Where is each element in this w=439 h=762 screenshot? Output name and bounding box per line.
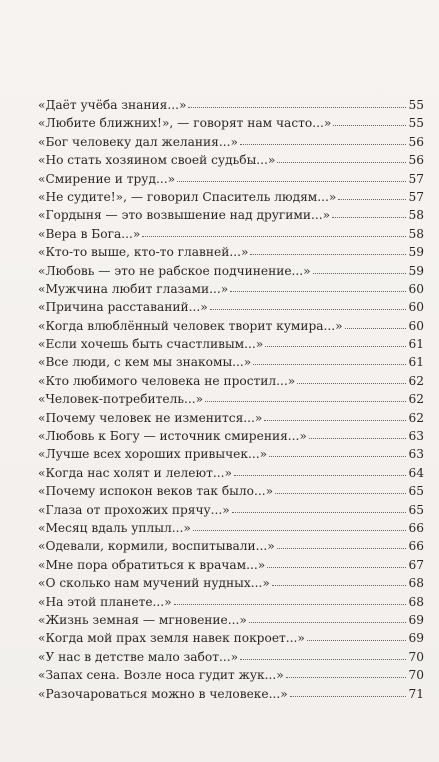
toc-entry [38, 172, 424, 190]
toc-entry-title: «Гордыня — это возвышение над другими...» [38, 208, 331, 223]
toc-entry-title: «Глаза от прохожих прячу...» [38, 502, 230, 517]
toc-entry [38, 264, 424, 282]
dot-leader [333, 125, 406, 126]
toc-entry [38, 208, 424, 226]
toc-entry-page-number: 65 [408, 484, 424, 499]
toc-entry-page-number: 66 [408, 520, 424, 535]
toc-entry-title: «Но стать хозяином своей судьбы...» [38, 153, 276, 168]
toc-entry-page-number: 57 [408, 189, 424, 204]
dot-leader [290, 696, 406, 697]
toc-entry [38, 374, 424, 392]
toc-entry [38, 429, 424, 447]
toc-entry [38, 355, 424, 373]
toc-entry [38, 300, 424, 318]
toc-entry-title: «У нас в детстве мало забот...» [38, 649, 239, 664]
dot-leader [267, 567, 406, 568]
toc-entry-title: «Человек-потребитель...» [38, 392, 204, 407]
toc-entry-title: «Кто любимого человека не простил...» [38, 373, 296, 388]
dot-leader [234, 475, 406, 476]
dot-leader [277, 548, 406, 549]
toc-entry-page-number: 60 [408, 318, 424, 333]
toc-entry-page-number: 55 [408, 116, 424, 131]
toc-entry-page-number: 69 [408, 612, 424, 627]
toc-entry-title: «Когда влюблённый человек творит кумира...» [38, 318, 343, 333]
dot-leader [264, 420, 406, 421]
toc-entry [38, 337, 424, 355]
toc-entry [38, 98, 424, 116]
dot-leader [193, 530, 406, 531]
toc-entry-page-number: 71 [408, 686, 424, 701]
toc-entry [38, 411, 424, 429]
dot-leader [205, 401, 406, 402]
dot-leader [275, 493, 406, 494]
toc-entry-page-number: 70 [408, 668, 424, 683]
toc-entry [38, 282, 424, 300]
toc-entry [38, 245, 424, 263]
toc-entry-title: «Любовь к Богу — источник смирения...» [38, 429, 307, 444]
toc-entry-page-number: 67 [408, 557, 424, 572]
dot-leader [309, 438, 406, 439]
toc-entry-title: «Когда мой прах земля навек покроет...» [38, 631, 305, 646]
toc-entry-title: «Лучше всех хороших привычек...» [38, 447, 268, 462]
toc-entry-page-number: 69 [408, 631, 424, 646]
dot-leader [286, 677, 406, 678]
toc-entry-title: «Кто-то выше, кто-то главней...» [38, 245, 249, 260]
toc-entry-title: «Почему испокон веков так было...» [38, 484, 274, 499]
toc-entry-page-number: 63 [408, 447, 424, 462]
toc-entry-title: «Запах сена. Возле носа гудит жук...» [38, 668, 284, 683]
toc-entry [38, 613, 424, 631]
toc-entry-title: «Любите ближних!», — говорят нам часто...» [38, 116, 332, 131]
dot-leader [272, 585, 406, 586]
toc-entry-title: «Мне пора обратиться к врачам...» [38, 557, 266, 572]
toc-entry-page-number: 55 [408, 98, 424, 112]
toc-entry-title: «Бог человеку дал желания...» [38, 134, 238, 149]
toc-entry [38, 484, 424, 502]
toc-entry [38, 558, 424, 576]
toc-entry [38, 503, 424, 521]
toc-entry-page-number: 60 [408, 300, 424, 315]
toc-entry-title: «Даёт учёба знания...» [38, 98, 187, 112]
toc-entry-title: «Когда нас холят и лелеют...» [38, 465, 232, 480]
toc-entry-title: «Причина расставаний...» [38, 300, 208, 315]
toc-entry-title: «Мужчина любит глазами...» [38, 281, 229, 296]
toc-entry [38, 392, 424, 410]
toc-entry-page-number: 56 [408, 134, 424, 149]
toc-entry-page-number: 68 [408, 576, 424, 591]
toc-entry [38, 227, 424, 245]
toc-entry-title: «Разочароваться можно в человеке...» [38, 686, 288, 701]
dot-leader [188, 107, 406, 108]
toc-entry-page-number: 62 [408, 392, 424, 407]
toc-entry-title: «Все люди, с кем мы знакомы...» [38, 355, 252, 370]
toc-entry-page-number: 63 [408, 429, 424, 444]
toc-entry-title: «На этой планете...» [38, 594, 172, 609]
toc-entry-page-number: 59 [408, 263, 424, 278]
toc-entry-page-number: 58 [408, 208, 424, 223]
toc-entry-page-number: 64 [408, 465, 424, 480]
dot-leader [277, 162, 406, 163]
dot-leader [269, 456, 406, 457]
toc-entry-page-number: 70 [408, 649, 424, 664]
toc-entry [38, 153, 424, 171]
toc-entry-page-number: 61 [408, 355, 424, 370]
dot-leader [345, 328, 406, 329]
toc-entry-page-number: 56 [408, 153, 424, 168]
toc-entry-page-number: 65 [408, 502, 424, 517]
toc-entry-page-number: 59 [408, 245, 424, 260]
toc-entry [38, 687, 424, 705]
dot-leader [338, 199, 406, 200]
dot-leader [240, 144, 406, 145]
toc-entry-title: «Смирение и труд...» [38, 171, 176, 186]
toc-entry-page-number: 62 [408, 410, 424, 425]
toc-entry-page-number: 62 [408, 373, 424, 388]
dot-leader [297, 383, 406, 384]
toc-entry [38, 135, 424, 153]
toc-entry [38, 319, 424, 337]
dot-leader [142, 236, 406, 237]
toc-entry [38, 539, 424, 557]
toc-entry-page-number: 66 [408, 539, 424, 554]
toc-entry-title: «Любовь — это не рабское подчинение...» [38, 263, 311, 278]
toc-entry [38, 576, 424, 594]
toc-entry-title: «Почему человек не изменится...» [38, 410, 263, 425]
dot-leader [230, 291, 406, 292]
toc-entry-title: «Жизнь земная — мгновение...» [38, 612, 247, 627]
toc-entry-title: «О сколько нам мучений нудных...» [38, 576, 270, 591]
dot-leader [177, 181, 406, 182]
toc-entry [38, 650, 424, 668]
toc-entry [38, 595, 424, 613]
dot-leader [332, 217, 406, 218]
toc-entry-title: «Месяц вдаль уплыл...» [38, 520, 191, 535]
toc-entry-page-number: 60 [408, 281, 424, 296]
toc-entry-title: «Вера в Бога...» [38, 226, 141, 241]
toc-entry-title: «Одевали, кормили, воспитывали...» [38, 539, 275, 554]
toc-entry-title: «Не судите!», — говорил Спаситель людям...» [38, 189, 337, 204]
dot-leader [232, 512, 406, 513]
toc-entry-page-number: 57 [408, 171, 424, 186]
toc-entry [38, 631, 424, 649]
dot-leader [210, 309, 406, 310]
dot-leader [265, 346, 406, 347]
toc-entry [38, 190, 424, 208]
dot-leader [307, 640, 406, 641]
toc-entry-page-number: 68 [408, 594, 424, 609]
toc-entry-page-number: 61 [408, 337, 424, 352]
table-of-contents [38, 98, 424, 705]
toc-entry [38, 521, 424, 539]
toc-entry [38, 447, 424, 465]
dot-leader [240, 659, 406, 660]
dot-leader [313, 273, 406, 274]
toc-entry-page-number: 58 [408, 226, 424, 241]
toc-entry-title: «Если хочешь быть счастливым...» [38, 337, 264, 352]
dot-leader [174, 604, 406, 605]
toc-entry [38, 668, 424, 686]
toc-entry [38, 116, 424, 134]
toc-entry [38, 466, 424, 484]
dot-leader [249, 622, 406, 623]
dot-leader [253, 364, 406, 365]
dot-leader [250, 254, 406, 255]
